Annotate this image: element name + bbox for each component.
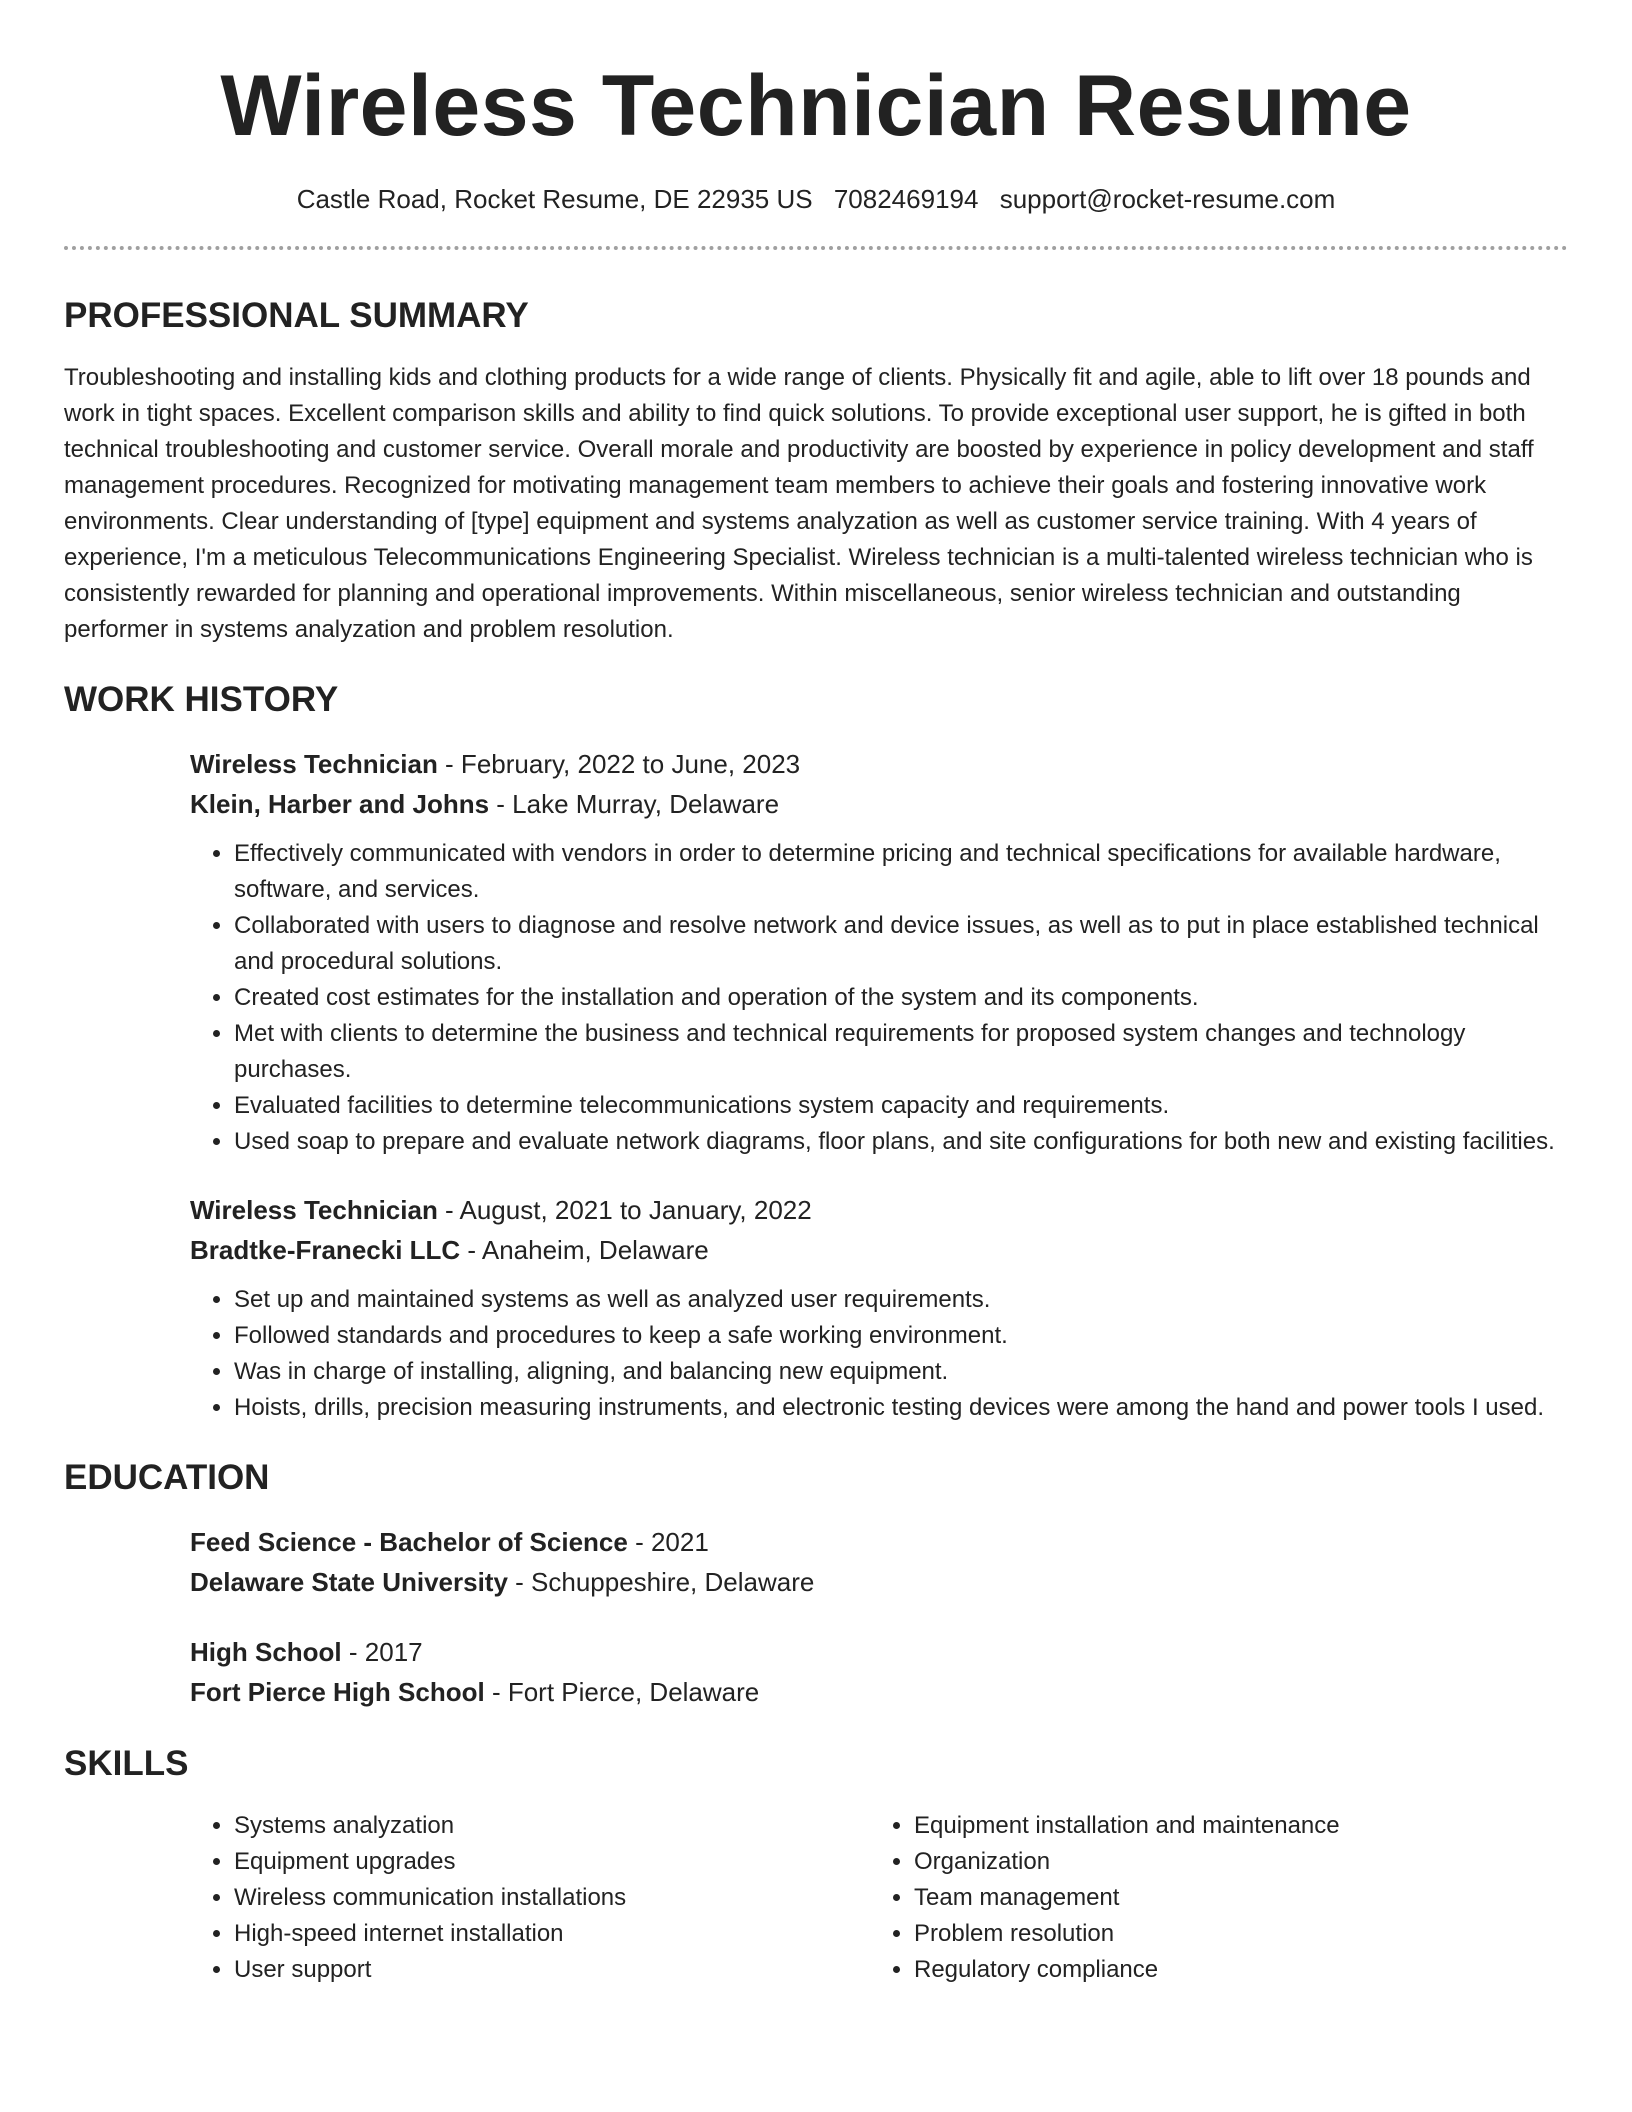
list-item: • Met with clients to determine the business and technical requirements for proposed system changes and technology purchases.: [234, 1016, 1568, 1088]
job-company-line: [190, 784, 1568, 824]
list-item: • Evaluated facilities to determine telecommunications system capacity and requirements.: [234, 1088, 1568, 1124]
contact-line: [64, 182, 1568, 216]
list-item: • Wireless communication installations: [234, 1880, 870, 1916]
education-year: - 2017: [341, 1637, 423, 1667]
list-item: • User support: [234, 1952, 870, 1988]
resume-title: Wireless Technician Resume: [220, 58, 1412, 154]
summary-text: Troubleshooting and installing kids and clothing products for a wide range of clients. Physically fit and agile, able to lift over 18 pounds and work in tight spaces. Excellent comparison skills and ability to find quick solutions. To provide exceptional user support, he is gifted in both technical troubleshooting and customer service. Overall morale and productivity are boosted by experience in policy development and staff management procedures. Recognized for motivating management team members to achieve their goals and fostering innovative work environments. Clear understanding of [type] equipment and systems analyzation as well as customer service training. With 4 years of experience, I'm a meticulous Telecommunications Engineering Specialist. Wireless technician is a multi-talented wireless technician who is consistently rewarded for planning and operational improvements. Within miscellaneous, senior wireless technician and outstanding performer in systems analyzation and problem resolution.: [64, 364, 1534, 643]
list-item: • Effectively communicated with vendors in order to determine pricing and technical specifications for available hardware, software, and services.: [234, 836, 1568, 908]
job-title: Wireless Technician: [190, 1195, 438, 1225]
job-entry: [190, 744, 1568, 1160]
list-item: • Problem resolution: [914, 1916, 1568, 1952]
education-degree: High School: [190, 1637, 342, 1667]
list-item: • Team management: [914, 1880, 1568, 1916]
job-title-line: [190, 744, 1568, 784]
contact-address: Castle Road, Rocket Resume, DE 22935 US: [296, 184, 813, 214]
skills-section: [64, 1742, 1568, 1988]
education-heading: EDUCATION: [64, 1458, 270, 1497]
list-item: • Collaborated with users to diagnose and resolve network and device issues, as well as to put in place established technical and procedural solutions.: [234, 908, 1568, 980]
job-location: - Anaheim, Delaware: [460, 1235, 709, 1265]
education-school: Delaware State University: [190, 1567, 508, 1597]
education-school: Fort Pierce High School: [190, 1677, 485, 1707]
job-company: Bradtke-Franecki LLC: [190, 1235, 461, 1265]
list-item: • Organization: [914, 1844, 1568, 1880]
contact-email: support@rocket-resume.com: [999, 184, 1336, 214]
job-company-line: [190, 1230, 1568, 1270]
summary-heading: PROFESSIONAL SUMMARY: [64, 296, 529, 335]
job-dates: - February, 2022 to June, 2023: [437, 749, 801, 779]
education-entry: [190, 1522, 1568, 1602]
education-section: [64, 1456, 1568, 1712]
education-school-line: [190, 1562, 1568, 1602]
job-bullet-list: [190, 1282, 1568, 1426]
job-entry: [190, 1190, 1568, 1426]
list-item: • Systems analyzation: [234, 1808, 870, 1844]
skills-heading: SKILLS: [64, 1744, 189, 1783]
education-degree-line: [190, 1522, 1568, 1562]
list-item: • Created cost estimates for the installation and operation of the system and its components.: [234, 980, 1568, 1016]
header-divider: [64, 246, 1568, 250]
education-degree: Feed Science - Bachelor of Science: [190, 1527, 628, 1557]
list-item: • Used soap to prepare and evaluate network diagrams, floor plans, and site configurations for both new and existing facilities.: [234, 1124, 1568, 1160]
job-title: Wireless Technician: [190, 749, 438, 779]
job-dates: - August, 2021 to January, 2022: [437, 1195, 812, 1225]
education-school-line: [190, 1672, 1568, 1712]
education-year: - 2021: [627, 1527, 709, 1557]
list-item: • Hoists, drills, precision measuring instruments, and electronic testing devices were among the hand and power tools I used.: [234, 1390, 1568, 1426]
education-location: - Fort Pierce, Delaware: [484, 1677, 760, 1707]
job-title-line: [190, 1190, 1568, 1230]
list-item: • Set up and maintained systems as well as analyzed user requirements.: [234, 1282, 1568, 1318]
list-item: • Followed standards and procedures to keep a safe working environment.: [234, 1318, 1568, 1354]
job-bullet-list: [190, 836, 1568, 1160]
skills-list-right: [870, 1808, 1568, 1988]
list-item: • High-speed internet installation: [234, 1916, 870, 1952]
education-location: - Schuppeshire, Delaware: [507, 1567, 815, 1597]
job-location: - Lake Murray, Delaware: [489, 789, 780, 819]
list-item: • Was in charge of installing, aligning, and balancing new equipment.: [234, 1354, 1568, 1390]
work-history-section: [64, 678, 1568, 1426]
contact-phone: 7082469194: [833, 184, 979, 214]
job-company: Klein, Harber and Johns: [190, 789, 490, 819]
work-history-heading: WORK HISTORY: [64, 680, 339, 719]
list-item: • Equipment installation and maintenance: [914, 1808, 1568, 1844]
skills-grid: [190, 1808, 1568, 1988]
list-item: • Regulatory compliance: [914, 1952, 1568, 1988]
summary-section: [64, 294, 1568, 648]
list-item: • Equipment upgrades: [234, 1844, 870, 1880]
skills-list-left: [190, 1808, 870, 1988]
education-degree-line: [190, 1632, 1568, 1672]
education-entry: [190, 1632, 1568, 1712]
